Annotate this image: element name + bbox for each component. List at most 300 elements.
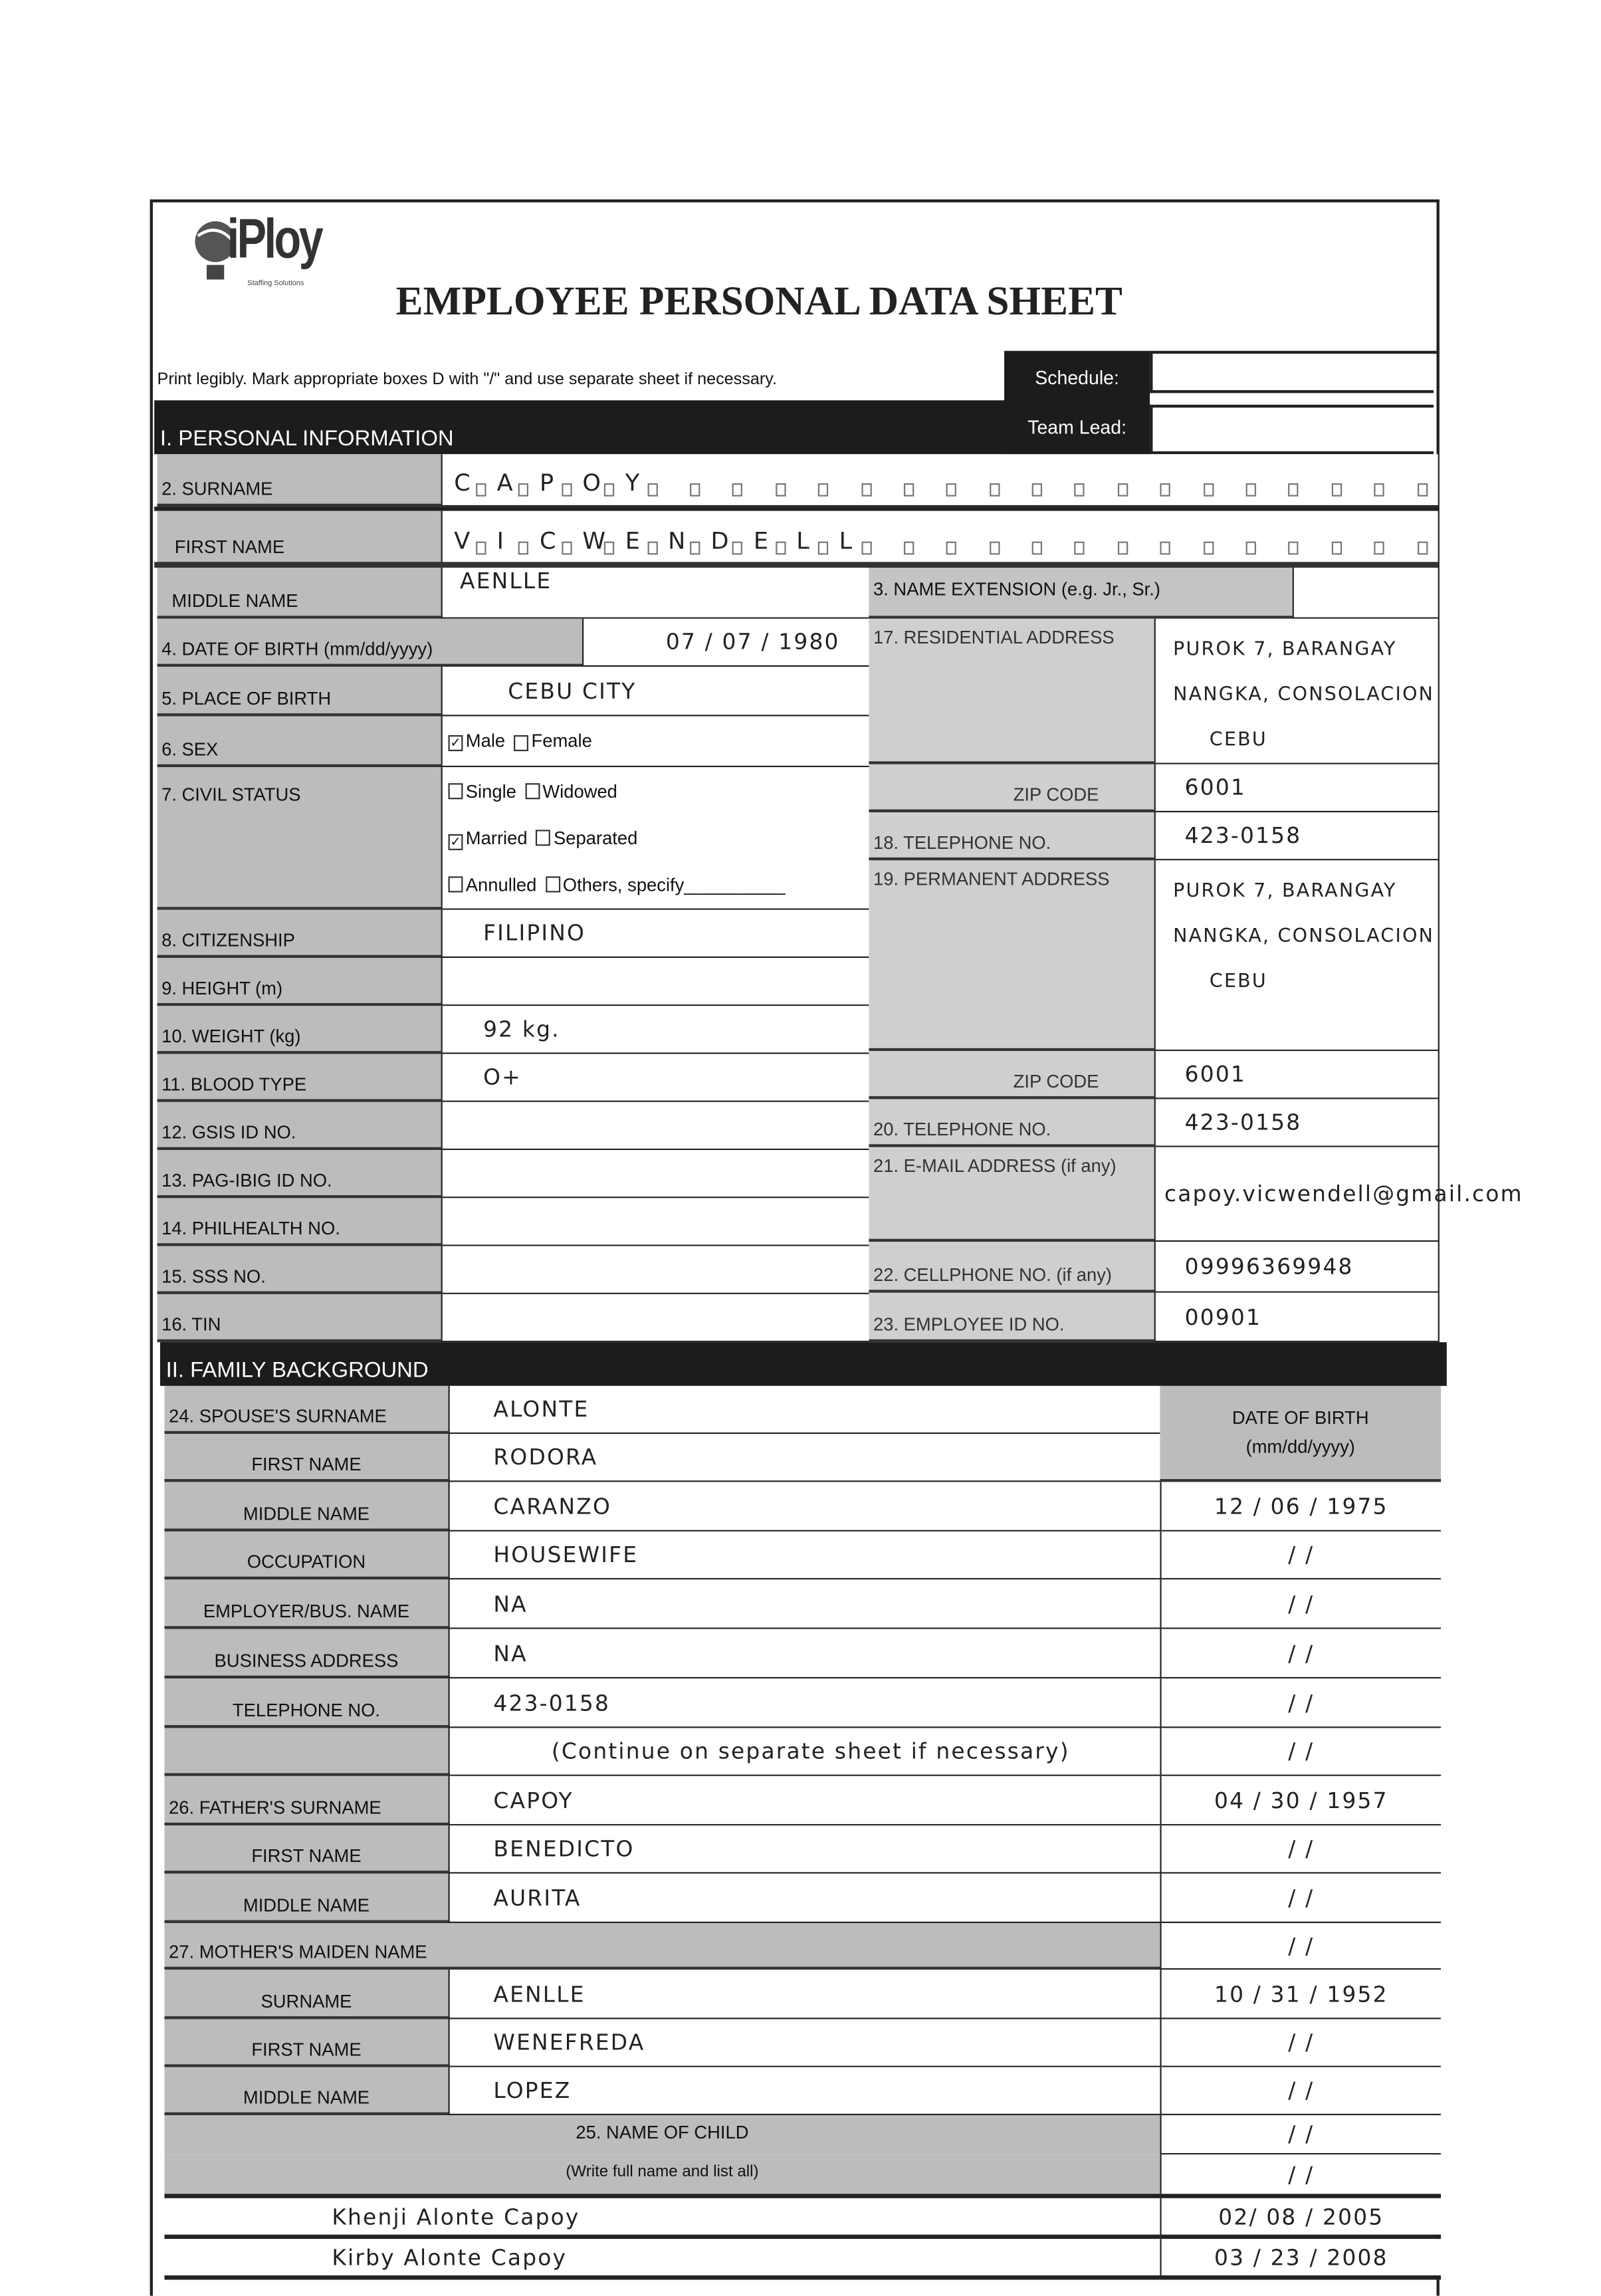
dob-label — [158, 619, 582, 667]
family-label-8-text: 26. FATHER'S SURNAME — [169, 1797, 381, 1819]
residential-zip-field[interactable] — [1154, 764, 1438, 812]
letter-box — [604, 542, 614, 555]
civil-status-row — [449, 827, 647, 849]
family-field-4-text: NA — [493, 1590, 528, 1617]
family-field-6-text: 423-0158 — [493, 1689, 611, 1716]
family-label-12-text: SURNAME — [261, 1991, 352, 2012]
letter-slot — [582, 469, 625, 497]
letter: Y — [625, 469, 640, 497]
letter-slot — [1395, 533, 1438, 555]
letter: L — [796, 526, 809, 555]
dob-field-text: 07 / 07 / 1980 — [665, 629, 840, 655]
family-label-4-text: EMPLOYER/BUS. NAME — [203, 1601, 410, 1622]
tin-label-text: 16. TIN — [161, 1314, 221, 1335]
civil-status-field[interactable] — [441, 767, 869, 910]
letter: E — [625, 526, 640, 555]
pagibig-label — [158, 1150, 441, 1198]
address-line: NANGKA, CONSOLACION — [1173, 684, 1435, 707]
family-label-14-text: MIDDLE NAME — [243, 2087, 370, 2109]
permanent-zip-label — [869, 1051, 1154, 1099]
child-note-dob[interactable] — [1160, 2154, 1441, 2198]
family-dob-13[interactable] — [1160, 2019, 1441, 2067]
family-dob-11[interactable] — [1160, 1923, 1441, 1970]
letter-box — [1417, 483, 1427, 497]
letter-box — [861, 483, 871, 497]
family-field-5[interactable] — [449, 1629, 1160, 1678]
height-field[interactable] — [441, 958, 869, 1006]
letter-slot — [497, 469, 540, 497]
family-field-13[interactable] — [449, 2019, 1160, 2067]
letter-slot — [454, 469, 496, 497]
family-label-5-text: BUSINESS ADDRESS — [214, 1651, 399, 1672]
letter-box — [647, 483, 657, 497]
family-field-1[interactable] — [449, 1434, 1160, 1482]
letter: O — [582, 469, 601, 497]
family-label-6-text: TELEPHONE NO. — [232, 1700, 381, 1721]
child-note — [164, 2154, 1160, 2198]
letter-slot — [1053, 475, 1095, 497]
family-field-14-text: LOPEZ — [493, 2077, 572, 2104]
letter-slot — [540, 469, 582, 497]
letter-slot — [1310, 475, 1352, 497]
single-option: Single — [465, 781, 516, 802]
letter: E — [753, 526, 768, 555]
pagibig-label-text: 13. PAG-IBIG ID NO. — [161, 1170, 332, 1191]
letter-box — [1118, 483, 1128, 497]
letter-box — [1289, 542, 1299, 555]
family-field-3[interactable] — [449, 1532, 1160, 1579]
family-field-9[interactable] — [449, 1825, 1160, 1873]
civil-status-row — [449, 874, 794, 896]
family-dob-14[interactable] — [1160, 2067, 1441, 2115]
pob-label-text: 5. PLACE OF BIRTH — [161, 688, 332, 709]
schedule-input[interactable] — [1150, 352, 1434, 393]
letter-box — [776, 483, 786, 497]
permanent-zip-label-text: ZIP CODE — [1013, 1071, 1099, 1092]
male-option: Male — [465, 731, 506, 752]
child-dob-1[interactable] — [1160, 2239, 1441, 2279]
section-family-background — [160, 1342, 1447, 1386]
child-dob-1-text: 03 / 23 / 2008 — [1214, 2243, 1388, 2271]
sex-label-text: 6. SEX — [161, 739, 219, 760]
letter-box — [690, 542, 700, 555]
family-field-13-text: WENEFREDA — [493, 2029, 645, 2056]
family-dob-13-text: / / — [1288, 2029, 1315, 2056]
sss-label-text: 15. SSS NO. — [161, 1266, 266, 1287]
family-dob-11-text: / / — [1288, 1932, 1315, 1959]
height-label — [158, 958, 441, 1006]
family-label-2-text: MIDDLE NAME — [243, 1504, 370, 1524]
child-header-dob-text: / / — [1288, 2121, 1315, 2148]
telephone-18-label — [869, 812, 1154, 860]
letter-slot — [796, 527, 839, 555]
employee-id-label-text: 23. EMPLOYEE ID NO. — [873, 1314, 1065, 1335]
letter-slot — [1010, 475, 1053, 497]
letter-slot — [754, 527, 796, 555]
dob-header-format: (mm/dd/yyyy) — [1245, 1436, 1355, 1458]
letter-slot — [454, 527, 496, 555]
letter-slot — [968, 533, 1010, 555]
section-personal-information — [154, 400, 1150, 454]
middle-name-label-text: MIDDLE NAME — [171, 591, 298, 612]
pagibig-field[interactable] — [441, 1150, 869, 1198]
letter-slot — [497, 527, 540, 555]
family-dob-9[interactable] — [1160, 1825, 1441, 1873]
name-extension-label-text: 3. NAME EXTENSION (e.g. Jr., Sr.) — [873, 579, 1161, 600]
letter-slot — [582, 527, 625, 555]
first-name-label — [158, 511, 441, 565]
letter-box — [990, 542, 1000, 555]
others-checkbox[interactable] — [545, 877, 560, 893]
letter-slot — [924, 475, 967, 497]
sex-label — [158, 716, 441, 767]
annulled-checkbox[interactable] — [449, 877, 463, 893]
section-title: I. PERSONAL INFORMATION — [160, 426, 454, 451]
telephone-20-field[interactable] — [1154, 1099, 1438, 1147]
philhealth-label — [158, 1198, 441, 1246]
family-label-14 — [164, 2067, 448, 2115]
family-field-5-text: NA — [493, 1640, 528, 1666]
family-label-10-text: MIDDLE NAME — [243, 1895, 370, 1916]
family-label-11 — [164, 1923, 1160, 1970]
residential-zip-label — [869, 764, 1154, 812]
citizenship-label-text: 8. CITIZENSHIP — [161, 930, 295, 951]
letter-box — [1331, 483, 1341, 497]
letter-slot — [1138, 533, 1181, 555]
gsis-label — [158, 1102, 441, 1150]
child-name-0[interactable] — [164, 2198, 1160, 2239]
surname-label — [158, 454, 441, 507]
sss-field[interactable] — [441, 1246, 869, 1294]
family-field-12[interactable] — [449, 1970, 1160, 2019]
email-field[interactable] — [1154, 1147, 1523, 1242]
family-dob-12-text: 10 / 31 / 1952 — [1214, 1980, 1388, 2007]
letter-slot — [710, 527, 753, 555]
letter-slot — [882, 475, 924, 497]
civil-status-row — [449, 780, 627, 802]
letter-box — [562, 483, 572, 497]
logo-text: iPloy — [227, 209, 322, 271]
family-field-0-text: ALONTE — [493, 1396, 589, 1423]
middle-name-field-text: AENLLE — [460, 568, 552, 594]
letter-box — [818, 542, 828, 555]
permanent-address-field[interactable] — [1154, 860, 1438, 1051]
family-field-6[interactable] — [449, 1678, 1160, 1728]
letter-slot — [1352, 533, 1395, 555]
letter-slot — [1224, 533, 1267, 555]
blood-field[interactable] — [441, 1054, 869, 1102]
family-dob-8[interactable] — [1160, 1776, 1441, 1825]
continue-note-text: (Continue on separate sheet if necessary) — [551, 1738, 1070, 1765]
team-lead-label: Team Lead: — [1027, 416, 1126, 439]
family-dob-14-text: / / — [1288, 2077, 1315, 2104]
letter-slot — [968, 475, 1010, 497]
letter-slot — [754, 475, 796, 497]
letter-box — [1203, 483, 1213, 497]
blood-field-text: O+ — [483, 1064, 522, 1091]
letter-slot — [1181, 533, 1224, 555]
letter-box — [776, 542, 786, 555]
letter-slot — [1053, 533, 1095, 555]
annulled-option: Annulled — [465, 875, 537, 896]
family-label-3 — [164, 1532, 448, 1579]
pob-field[interactable] — [441, 667, 869, 716]
weight-label — [158, 1006, 441, 1054]
child-name-1[interactable] — [164, 2239, 1160, 2279]
letter-box — [732, 542, 742, 555]
letter-box — [1075, 542, 1085, 555]
widowed-option: Widowed — [542, 781, 617, 802]
gsis-field[interactable] — [441, 1102, 869, 1150]
letter-slot — [924, 533, 967, 555]
letter-slot — [839, 527, 882, 555]
letter-box — [732, 483, 742, 497]
section-family-background-text: II. FAMILY BACKGROUND — [165, 1358, 429, 1383]
weight-field[interactable] — [441, 1006, 869, 1054]
family-field-2[interactable] — [449, 1482, 1160, 1531]
letter-slot — [1096, 533, 1138, 555]
gsis-label-text: 12. GSIS ID NO. — [161, 1122, 296, 1143]
pob-label — [158, 667, 441, 716]
letter-box — [1032, 483, 1042, 497]
child-header-text: 25. NAME OF CHILD — [576, 2123, 749, 2143]
letter-slot — [668, 475, 710, 497]
family-field-10[interactable] — [449, 1874, 1160, 1923]
cellphone-field[interactable] — [1154, 1242, 1438, 1293]
family-dob-7[interactable] — [1160, 1728, 1441, 1776]
email-field-text: capoy.vicwendell@gmail.com — [1164, 1181, 1523, 1207]
family-label-0 — [164, 1386, 448, 1434]
residential-address-label — [869, 619, 1154, 764]
family-dob-5-text: / / — [1288, 1640, 1315, 1666]
letter-box — [1374, 483, 1384, 497]
team-lead-label-cell — [1004, 400, 1150, 454]
letter-box — [1374, 542, 1384, 555]
schedule-label: Schedule: — [1035, 366, 1119, 388]
letter-box — [904, 542, 914, 555]
others-option: Others, specify__________ — [562, 875, 786, 896]
middle-name-field[interactable] — [441, 568, 869, 619]
address-line: CEBU — [1209, 729, 1267, 752]
letter: N — [668, 526, 686, 555]
dob-header — [1160, 1386, 1441, 1482]
letter-slot — [710, 475, 753, 497]
cellphone-label-text: 22. CELLPHONE NO. (if any) — [873, 1265, 1113, 1286]
family-field-4[interactable] — [449, 1579, 1160, 1629]
letter-slot — [1352, 475, 1395, 497]
tin-field[interactable] — [441, 1294, 869, 1342]
family-field-2-text: CARANZO — [493, 1492, 612, 1520]
philhealth-label-text: 14. PHILHEALTH NO. — [161, 1218, 340, 1239]
address-line: PUROK 7, BARANGAY — [1173, 880, 1397, 903]
dob-field[interactable] — [582, 619, 869, 667]
family-dob-12[interactable] — [1160, 1970, 1441, 2019]
letter-slot — [1310, 533, 1352, 555]
family-label-11-text: 27. MOTHER'S MAIDEN NAME — [169, 1942, 427, 1963]
family-dob-6[interactable] — [1160, 1678, 1441, 1728]
letter-box — [990, 483, 1000, 497]
family-field-9-text: BENEDICTO — [493, 1835, 635, 1863]
letter-slot — [1010, 533, 1053, 555]
letter-box — [1032, 542, 1042, 555]
letter-slot — [540, 527, 582, 555]
letter-box — [1417, 542, 1427, 555]
address-line: NANGKA, CONSOLACION — [1173, 925, 1435, 948]
female-option: Female — [531, 731, 592, 752]
letter-box — [1118, 542, 1128, 555]
family-field-14[interactable] — [449, 2067, 1160, 2115]
telephone-20-label — [869, 1099, 1154, 1147]
letter-slot — [1267, 533, 1309, 555]
letter-slot — [796, 475, 839, 497]
instructions: Print legibly. Mark appropriate boxes D with "/" and use separate sheet if necessary. — [157, 371, 777, 389]
permanent-address-label — [869, 860, 1154, 1051]
family-field-8[interactable] — [449, 1776, 1160, 1825]
letter-box — [1160, 542, 1170, 555]
height-label-text: 9. HEIGHT (m) — [161, 978, 283, 999]
family-dob-3[interactable] — [1160, 1532, 1441, 1579]
letter-box — [647, 542, 657, 555]
separated-option: Separated — [554, 828, 638, 849]
letter-slot — [1181, 475, 1224, 497]
letter-box — [946, 542, 956, 555]
cellphone-field-text: 09996369948 — [1184, 1253, 1354, 1280]
letter-box — [476, 542, 486, 555]
letter-box — [1160, 483, 1170, 497]
family-label-13 — [164, 2019, 448, 2067]
family-label-8 — [164, 1776, 448, 1825]
permanent-address-label-text: 19. PERMANENT ADDRESS — [873, 869, 1110, 890]
letter-box — [518, 483, 528, 497]
family-field-10-text: AURITA — [493, 1884, 582, 1911]
letter: L — [839, 526, 853, 555]
letter-box — [476, 483, 486, 497]
family-field-1-text: RODORA — [493, 1444, 598, 1470]
letter-box — [946, 483, 956, 497]
telephone-20-field-text: 423-0158 — [1184, 1109, 1302, 1136]
philhealth-field[interactable] — [441, 1198, 869, 1246]
letter: V — [454, 526, 471, 555]
family-dob-10-text: / / — [1288, 1884, 1315, 1911]
name-extension-field[interactable] — [1293, 568, 1438, 619]
letter-box — [1331, 542, 1341, 555]
weight-label-text: 10. WEIGHT (kg) — [161, 1026, 301, 1047]
citizenship-label — [158, 910, 441, 958]
family-dob-2[interactable] — [1160, 1482, 1441, 1531]
letter-slot — [668, 527, 710, 555]
child-name-0-text: Khenji Alonte Capoy — [332, 2203, 580, 2230]
family-label-10 — [164, 1874, 448, 1923]
telephone-18-field[interactable] — [1154, 812, 1438, 860]
first-name-field[interactable] — [441, 511, 1438, 565]
sex-field[interactable] — [441, 716, 869, 767]
letter-slot — [625, 469, 668, 497]
family-field-0[interactable] — [449, 1386, 1160, 1434]
address-line: PUROK 7, BARANGAY — [1173, 639, 1397, 661]
letter-box — [1203, 542, 1213, 555]
family-dob-10[interactable] — [1160, 1874, 1441, 1923]
family-dob-4[interactable] — [1160, 1579, 1441, 1629]
citizenship-field[interactable] — [441, 910, 869, 958]
family-dob-7-text: / / — [1288, 1738, 1315, 1765]
family-dob-5[interactable] — [1160, 1629, 1441, 1678]
family-field-12-text: AENLLE — [493, 1980, 586, 2007]
family-label-5 — [164, 1629, 448, 1678]
weight-field-text: 92 kg. — [483, 1016, 560, 1043]
family-label-6 — [164, 1678, 448, 1728]
logo-subtitle: Staffing Solutions — [247, 279, 304, 288]
letter: I — [496, 526, 504, 555]
separated-checkbox[interactable] — [536, 830, 551, 846]
letter-box — [818, 483, 828, 497]
employee-id-field-text: 00901 — [1184, 1304, 1262, 1330]
child-header-dob[interactable] — [1160, 2115, 1441, 2154]
middle-name-label — [158, 568, 441, 619]
surname-field[interactable] — [441, 454, 1438, 507]
letter-slot — [1224, 475, 1267, 497]
letter-box — [861, 542, 871, 555]
permanent-zip-field[interactable] — [1154, 1051, 1438, 1099]
iploy-logo — [189, 207, 350, 294]
married-checkbox[interactable]: ✓ — [449, 834, 463, 850]
family-dob-4-text: / / — [1288, 1590, 1315, 1617]
residential-address-label-text: 17. RESIDENTIAL ADDRESS — [873, 627, 1115, 648]
male-checkbox[interactable]: ✓ — [449, 735, 463, 750]
child-note-text: (Write full name and list all) — [566, 2163, 759, 2181]
family-label-0-text: 24. SPOUSE'S SURNAME — [169, 1406, 387, 1427]
dob-header-title: DATE OF BIRTH — [1231, 1407, 1369, 1429]
letter-slot — [1267, 475, 1309, 497]
single-checkbox[interactable] — [449, 782, 463, 798]
email-label-text: 21. E-MAIL ADDRESS (if any) — [873, 1155, 1117, 1177]
team-lead-input[interactable] — [1150, 405, 1434, 454]
family-label-2 — [164, 1482, 448, 1531]
family-label-3-text: OCCUPATION — [247, 1551, 366, 1573]
residential-address-field[interactable] — [1154, 619, 1438, 764]
letter-slot — [1096, 475, 1138, 497]
letter-slot — [1138, 475, 1181, 497]
pob-field-text: CEBU CITY — [508, 677, 637, 704]
letter: P — [540, 469, 554, 497]
letter: C — [540, 526, 556, 555]
family-label-1 — [164, 1434, 448, 1482]
family-dob-8-text: 04 / 30 / 1957 — [1214, 1787, 1388, 1813]
letter-slot — [1395, 475, 1438, 497]
widowed-checkbox[interactable] — [525, 782, 540, 798]
family-field-8-text: CAPOY — [493, 1787, 574, 1813]
page-title: EMPLOYEE PERSONAL DATA SHEET — [395, 279, 1122, 325]
family-label-1-text: FIRST NAME — [251, 1454, 362, 1475]
telephone-18-field-text: 423-0158 — [1184, 822, 1302, 849]
child-dob-0[interactable] — [1160, 2198, 1441, 2239]
family-label-4 — [164, 1579, 448, 1629]
blood-label — [158, 1054, 441, 1102]
dob-label-text: 4. DATE OF BIRTH (mm/dd/yyyy) — [161, 639, 433, 660]
civil-label-text: 7. CIVIL STATUS — [161, 784, 301, 806]
residential-zip-field-text: 6001 — [1184, 774, 1247, 801]
address-line: CEBU — [1209, 971, 1267, 993]
residential-zip-label-text: ZIP CODE — [1013, 784, 1099, 806]
letter-box — [1289, 483, 1299, 497]
employee-id-field[interactable] — [1154, 1293, 1438, 1342]
female-checkbox[interactable] — [514, 735, 528, 750]
child-note-dob-text: / / — [1288, 2161, 1315, 2188]
family-label-9-text: FIRST NAME — [251, 1845, 362, 1867]
letter-box — [1246, 483, 1256, 497]
first-name-label-text: FIRST NAME — [174, 537, 285, 558]
rule — [154, 562, 1438, 568]
family-label-13-text: FIRST NAME — [251, 2039, 362, 2060]
